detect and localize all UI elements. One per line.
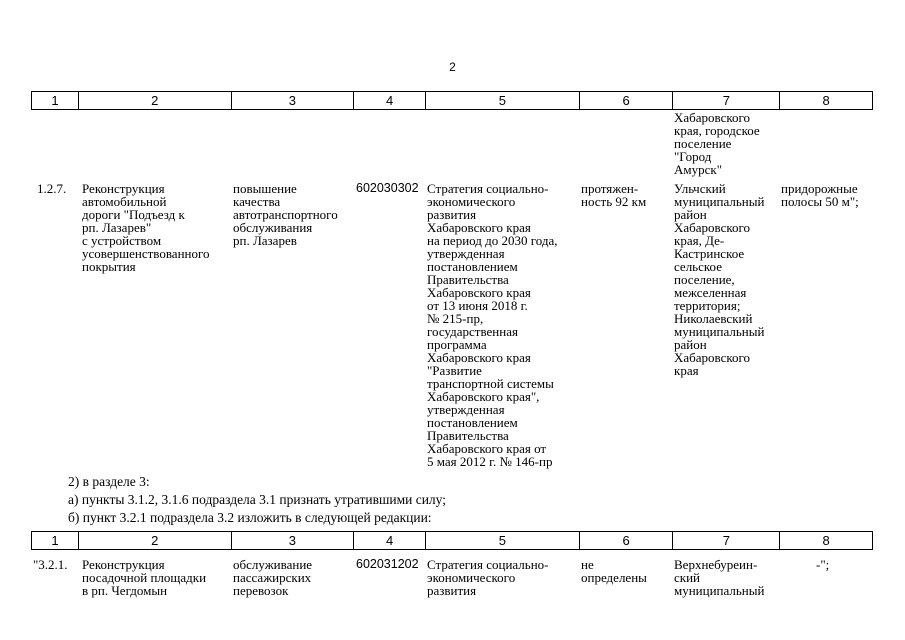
row-321-zones: -"; (816, 557, 830, 572)
header2-col-5: 5 (426, 532, 580, 549)
carry-over-location: Хабаровского края, городское поселение "Город Амурск" (674, 110, 760, 177)
header-col-5: 5 (426, 92, 580, 109)
paragraph-item-b: б) пункт 3.2.1 подраздела 3.2 изложить в следующей редакции: (68, 510, 432, 525)
row-127-basis: Стратегия социально- экономического развития Хабаровского края на период до 2030 года, утвержденная постановлением Правительства Хабаровского края от 13 июня 2018 г. № 215-пр, государственная программа Хабаровского края "Развитие транспортной системы Хабаровского края", утвержденная постановлением Правительства Хабаровского края от 5 мая 2012 г. № 146-пр (427, 181, 558, 469)
row-127-characteristics: протяжен- ность 92 км (581, 181, 647, 209)
header-col-8: 8 (822, 93, 830, 108)
table-header-row (31, 91, 873, 110)
row-127-purpose: повышение качества автотранспортного обслуживания рп. Лазарев (233, 181, 338, 248)
header2-col-4: 4 (354, 532, 426, 549)
row-127-location: Ульчский муниципальный район Хабаровского края, Де- Кастринское сельское поселение, межселенная территория; Николаевский муниципальный район Хабаровского края (674, 181, 765, 378)
paragraph-item-a: а) пункты 3.1.2, 3.1.6 подраздела 3.1 признать утратившими силу; (68, 492, 446, 507)
header2-col-3: 3 (232, 532, 355, 549)
header2-col-7: 7 (673, 532, 780, 549)
header2-col-2: 2 (79, 532, 232, 549)
header-col-3: 3 (232, 92, 355, 109)
row-321-code: 602031202 (356, 557, 419, 571)
row-127-name: Реконструкция автомобильной дороги "Подъезд к рп. Лазарев" с устройством усовершенствованного покрытия (82, 181, 210, 274)
header2-col-6: 6 (580, 532, 674, 549)
page-number: 2 (449, 60, 456, 74)
row-321-purpose: обслуживание пассажирских перевозок (233, 557, 313, 598)
row-321-characteristics: не определены (581, 557, 647, 585)
paragraph-section-3: 2) в разделе 3: (68, 474, 150, 489)
header-col-4: 4 (354, 92, 426, 109)
header-col-1: 1 (32, 92, 79, 109)
header-col-7: 7 (673, 92, 780, 109)
row-321-location: Верхнебуреин- ский муниципальный (674, 557, 765, 598)
header2-col-1: 1 (32, 532, 79, 549)
table-header-row-2 (31, 531, 873, 550)
row-321-basis: Стратегия социально- экономического развития (427, 557, 549, 598)
row-127-number: 1.2.7. (37, 181, 67, 196)
header-col-6: 6 (580, 92, 674, 109)
row-321-number: "3.2.1. (33, 557, 68, 572)
row-127-zones: придорожные полосы 50 м"; (781, 181, 859, 209)
header-col-2: 2 (79, 92, 232, 109)
row-321-name: Реконструкция посадочной площадки в рп. Чегдомын (82, 557, 207, 598)
header2-col-8: 8 (822, 533, 830, 548)
row-127-code: 602030302 (356, 181, 419, 195)
